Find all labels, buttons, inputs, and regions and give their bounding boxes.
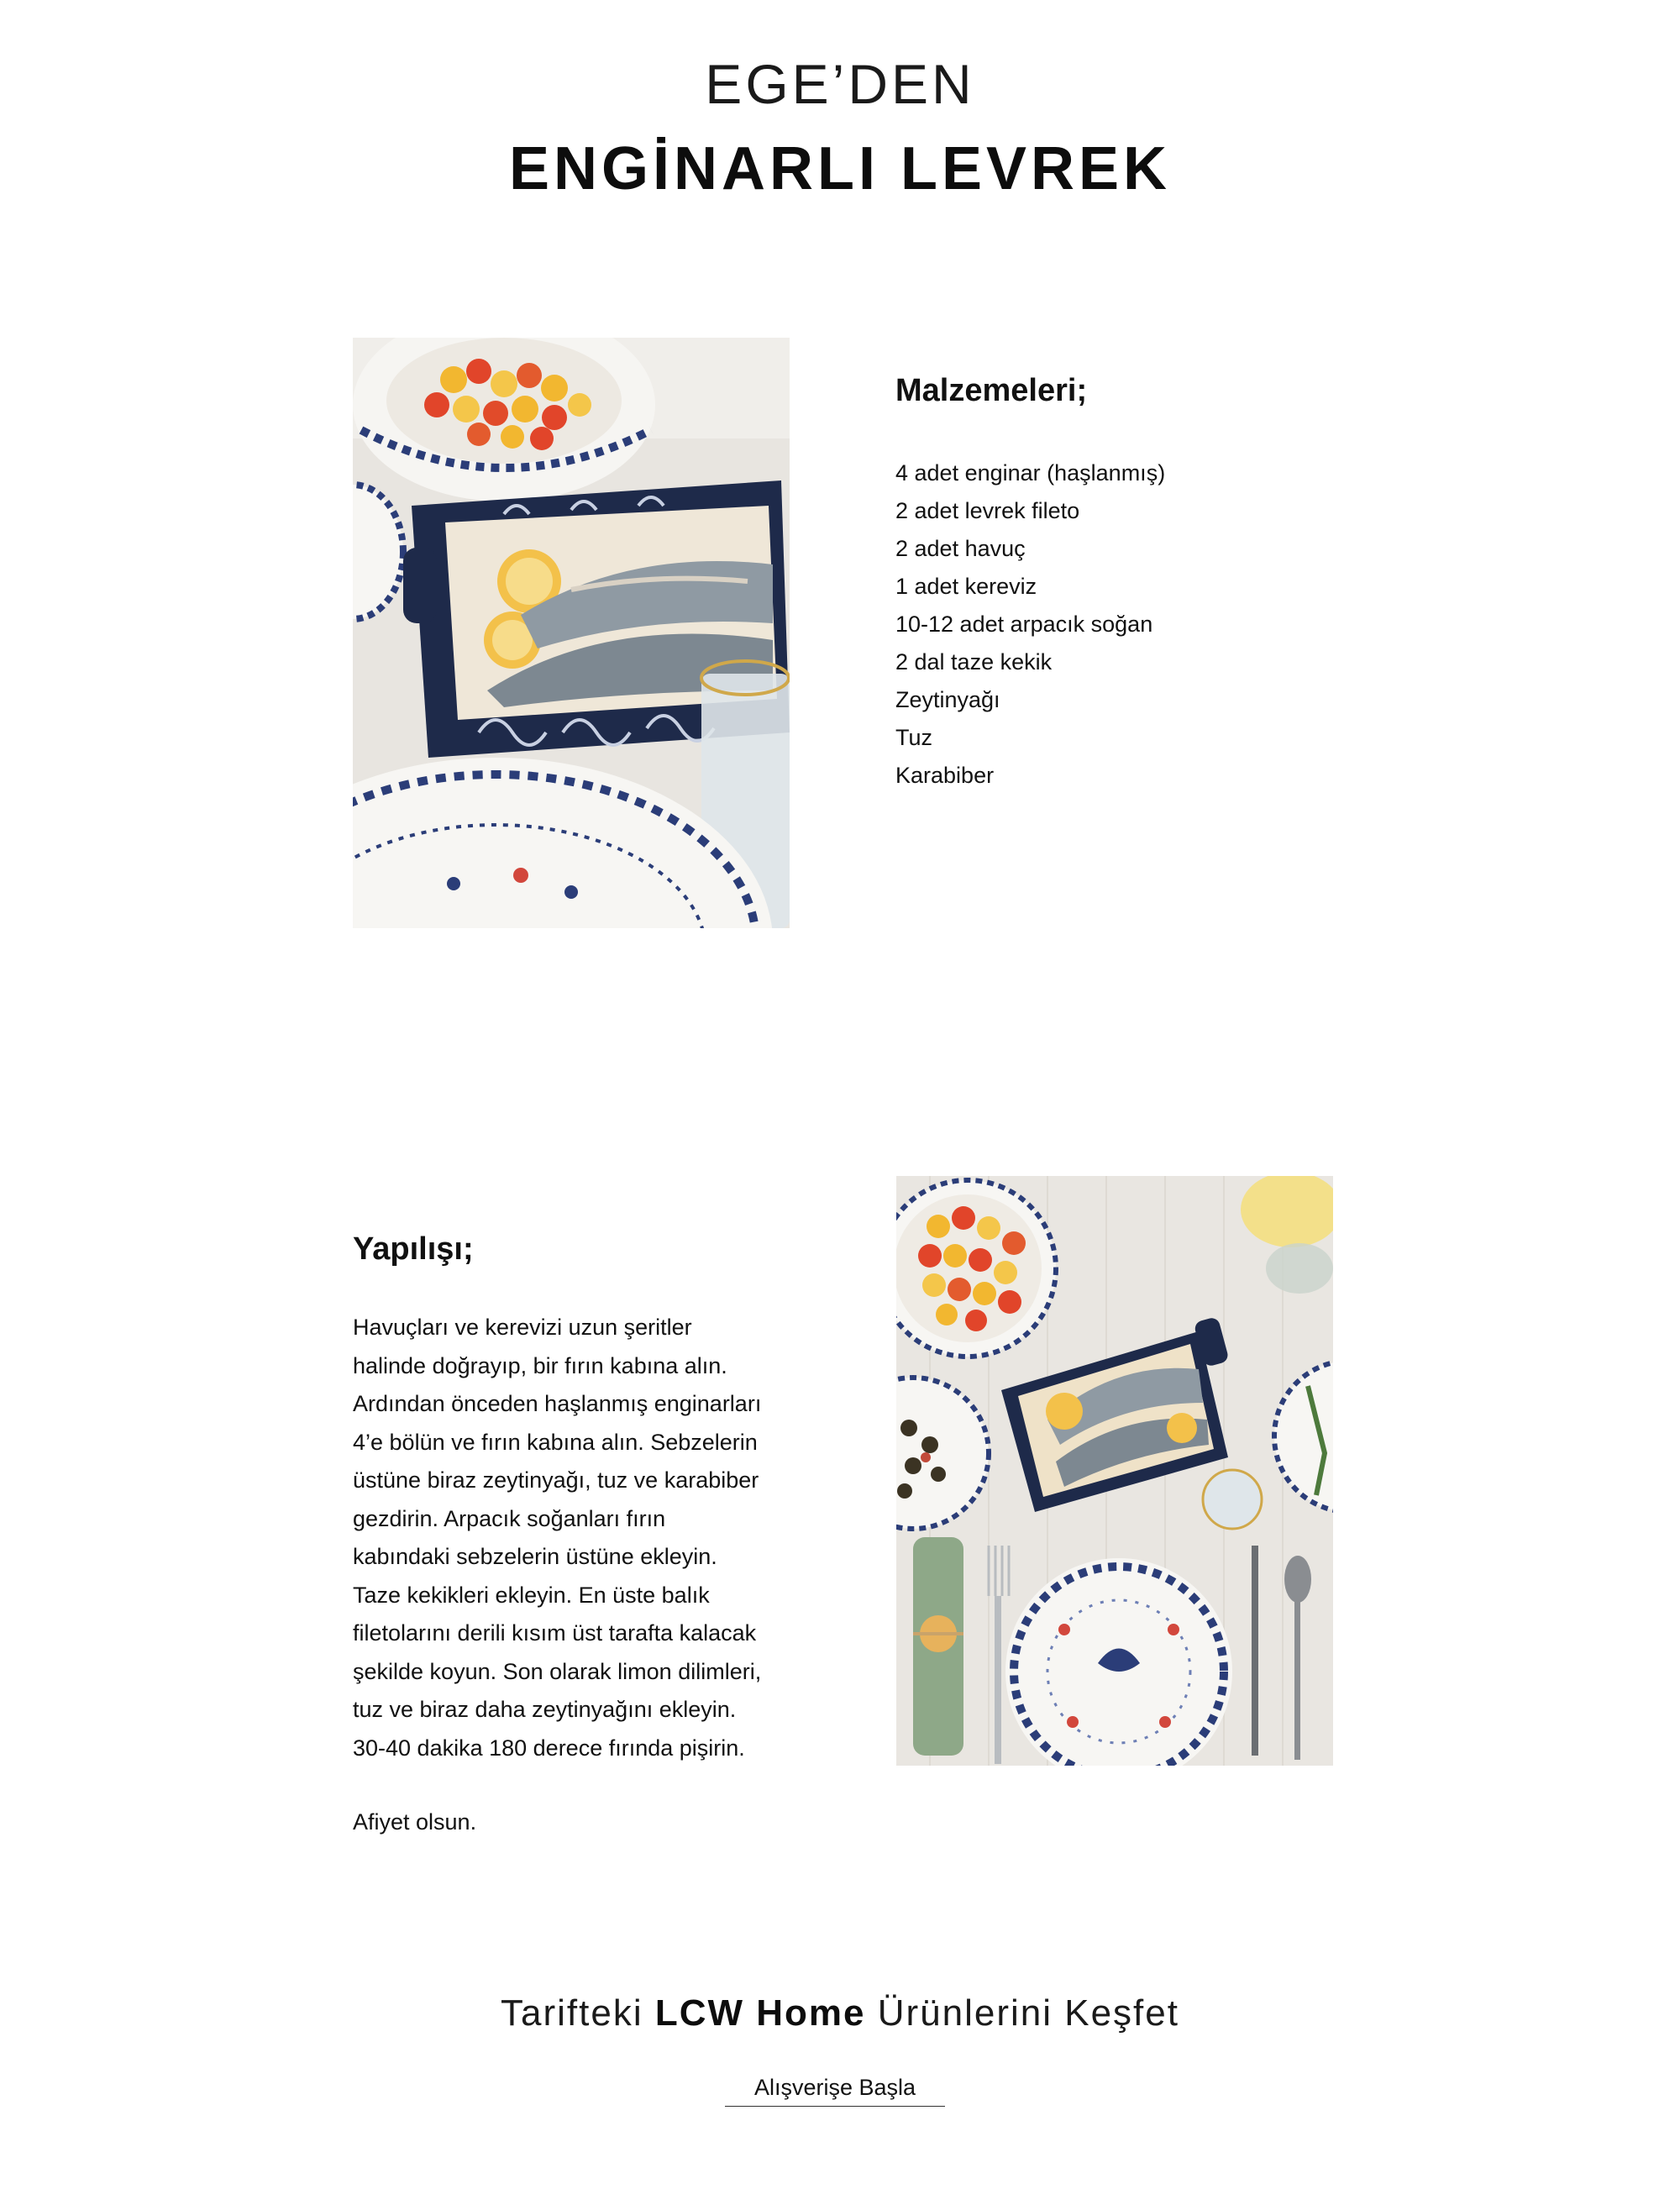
- recipe-subtitle: EGE’DEN: [705, 53, 975, 115]
- ingredient-item: 2 adet levrek fileto: [895, 498, 1080, 523]
- table-setting-photo: [896, 1176, 1333, 1766]
- preparation-line: Taze kekikleri ekleyin. En üste balık: [353, 1582, 710, 1608]
- cta-prefix: Tarifteki: [501, 1992, 655, 2034]
- fish-baking-dish-photo: [353, 338, 790, 928]
- cta-brand: LCW Home: [654, 1992, 866, 2034]
- closing-text: Afiyet olsun.: [353, 1809, 477, 1835]
- cta-suffix: Ürünlerini Keşfet: [865, 1992, 1179, 2034]
- start-shopping-button[interactable]: Alışverişe Başla: [725, 2075, 945, 2107]
- preparation-line: tuz ve biraz daha zeytinyağını ekleyin.: [353, 1697, 737, 1722]
- preparation-text: [353, 1309, 798, 1767]
- ingredient-item: 4 adet enginar (haşlanmış): [895, 460, 1166, 486]
- preparation-heading: Yapılışı;: [353, 1231, 474, 1267]
- ingredient-item: 10-12 adet arpacık soğan: [895, 612, 1153, 637]
- preparation-line: halinde doğrayıp, bir fırın kabına alın.: [353, 1352, 727, 1378]
- preparation-line: üstüne biraz zeytinyağı, tuz ve karabiber: [353, 1467, 759, 1493]
- cta-title: [0, 1992, 1680, 2034]
- ingredient-item: 2 adet havuç: [895, 536, 1026, 561]
- ingredient-item: 1 adet kereviz: [895, 574, 1037, 599]
- ingredients-heading: Malzemeleri;: [895, 373, 1088, 408]
- preparation-line: Ardından önceden haşlanmış enginarları: [353, 1391, 762, 1416]
- ingredient-item: Zeytinyağı: [895, 687, 1000, 712]
- ingredients-list: [895, 454, 1165, 795]
- preparation-line: şekilde koyun. Son olarak limon dilimleri,: [353, 1658, 762, 1684]
- preparation-line: kabındaki sebzelerin üstüne ekleyin.: [353, 1544, 717, 1569]
- recipe-title: ENGİNARLI LEVREK: [508, 135, 1172, 202]
- preparation-line: 30-40 dakika 180 derece fırında pişirin.: [353, 1735, 745, 1761]
- preparation-line: gezdirin. Arpacık soğanları fırın: [353, 1505, 666, 1531]
- preparation-line: filetolarını derili kısım üst tarafta kalacak: [353, 1620, 757, 1646]
- ingredient-item: Tuz: [895, 725, 933, 750]
- preparation-line: 4’e bölün ve fırın kabına alın. Sebzelerin: [353, 1429, 758, 1455]
- ingredient-item: Karabiber: [895, 763, 995, 788]
- preparation-line: Havuçları ve kerevizi uzun şeritler: [353, 1315, 692, 1340]
- ingredient-item: 2 dal taze kekik: [895, 649, 1053, 675]
